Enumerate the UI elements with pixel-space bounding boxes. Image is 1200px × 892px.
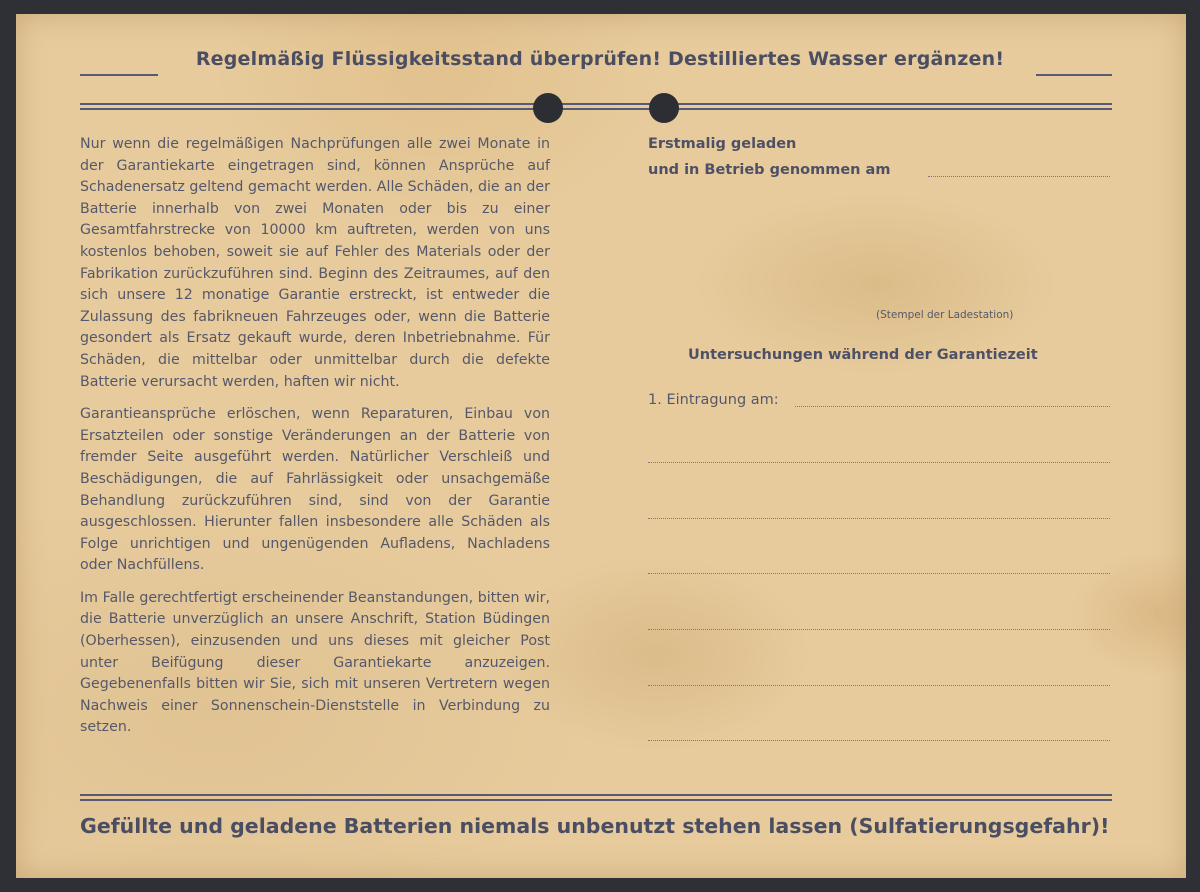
first-charge-label-2: und in Betrieb genommen am bbox=[648, 162, 891, 178]
first-charge-date-field[interactable] bbox=[928, 176, 1110, 177]
entry-label: 1. Eintragung am: bbox=[648, 392, 779, 408]
header-title: Regelmäßig Flüssigkeitsstand überprüfen! Destilliertes Wasser ergänzen! bbox=[195, 48, 1005, 70]
entry-field[interactable] bbox=[795, 406, 1110, 407]
terms-paragraph: Nur wenn die regelmäßigen Nachprüfungen alle zwei Monate in der Garantiekarte eingetragen sind, können Ansprüche auf Schadenersatz geltend gemacht werden. Alle Schäden, die an der Batterie innerhalb von zwei Monaten oder bis zu einer Gesamtfahrstrecke von 10000 km auftreten, werden von uns kostenlos behoben, soweit sie auf Fehler des Materials oder der Fabrikation zurückzuführen sind. Beginn des Zeitraumes, auf den sich unsere 12 monatige Garantie erstreckt, ist entweder die Zulassung des fabrikneuen Fahrzeuges oder, wenn die Batterie gesondert als Ersatz gekauft wurde, deren Inbetriebnahme. Für Schäden, die mittelbar oder unmittelbar durch die defekte Batterie verursacht werden, haften wir nicht. bbox=[80, 136, 550, 390]
stamp-label: (Stempel der Ladestation) bbox=[876, 309, 1014, 321]
footer-warning: Gefüllte und geladene Batterien niemals unbenutzt stehen lassen (Sulfatierungsgefahr)! bbox=[80, 814, 1110, 838]
entry-field[interactable] bbox=[648, 462, 1110, 463]
punch-hole-left bbox=[533, 93, 563, 123]
entry-field[interactable] bbox=[648, 740, 1110, 741]
terms-paragraph: Garantieansprüche erlöschen, wenn Reparaturen, Einbau von Ersatzteilen oder sonstige Veränderungen an der Batterie von fremder Seite ausgeführt werden. Natürlicher Verschleiß und Beschädigungen, die auf Fahrlässigkeit oder unsachgemäße Behandlung zurückzuführen sind, sind von der Garantie ausgeschlossen. Hierunter fallen insbesondere alle Schäden als Folge unrichtigen und ungenügenden Aufladens, Nachladens oder Nachfüllens. bbox=[80, 406, 550, 574]
first-charge-label: Erstmalig geladen bbox=[648, 136, 797, 152]
terms-paragraph: Im Falle gerechtfertigt erscheinender Beanstandungen, bitten wir, die Batterie unverzüglich an unsere Anschrift, Station Büdingen (Oberhessen), einzusenden und uns dieses mit gleicher Post unter Beifügung dieser Garantiekarte anzuzeigen. Gegebenenfalls bitten wir Sie, sich mit unseren Vertretern wegen Nachweis einer Sonnenschein-Dienststelle in Verbindung zu setzen. bbox=[80, 589, 550, 736]
header-rule-left bbox=[80, 74, 158, 76]
entry-field[interactable] bbox=[648, 573, 1110, 574]
header-rule-right bbox=[1036, 74, 1112, 76]
inspections-heading: Untersuchungen während der Garantiezeit bbox=[688, 347, 1038, 363]
header-double-rule-bottom bbox=[80, 108, 1112, 110]
header-double-rule-top bbox=[80, 103, 1112, 105]
footer-double-rule-top bbox=[80, 794, 1112, 796]
terms-column bbox=[80, 134, 550, 750]
entry-field[interactable] bbox=[648, 685, 1110, 686]
entry-field[interactable] bbox=[648, 518, 1110, 519]
footer-double-rule-bottom bbox=[80, 799, 1112, 801]
punch-hole-right bbox=[649, 93, 679, 123]
entry-field[interactable] bbox=[648, 629, 1110, 630]
